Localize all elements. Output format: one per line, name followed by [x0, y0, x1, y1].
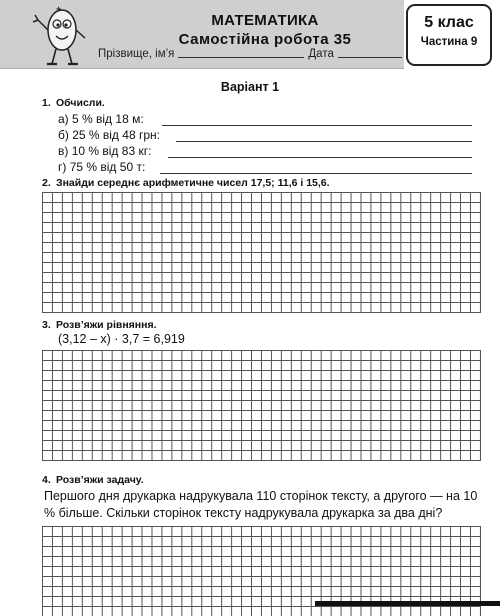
grade-label: 5 клас	[424, 14, 474, 31]
date-label: Дата	[308, 48, 334, 60]
surname-field[interactable]	[178, 57, 304, 58]
task-1-item-a: а) 5 % від 18 м:	[58, 112, 144, 126]
mascot-illustration	[30, 0, 92, 68]
task-1-item-c: в) 10 % від 83 кг:	[58, 144, 152, 158]
task-3-equation: (3,12 – x) · 3,7 = 6,919	[58, 332, 185, 346]
part-label: Частина 9	[420, 36, 478, 48]
date-field[interactable]	[338, 57, 402, 58]
task-3-text: Розв’яжи рівняння.	[56, 319, 157, 331]
task-1-answer-line-a[interactable]	[162, 125, 472, 126]
subject-title: МАТЕМАТИКА	[211, 12, 319, 29]
surname-label: Прізвище, ім’я	[98, 48, 175, 60]
task-1-title	[42, 97, 105, 109]
task-1-text: Обчисли.	[56, 97, 105, 109]
task-2-text: Знайди середнє арифметичне чисел 17,5; 11,6 і 15,6.	[56, 177, 330, 189]
task-2-number: 2.	[42, 177, 51, 189]
task-4-number: 4.	[42, 474, 51, 486]
task-2-answer-grid[interactable]	[42, 192, 481, 313]
task-4-problem-text: Першого дня друкарка надрукувала 110 сторінок тексту, а другого — на 10 % більше. Скільки сторінок тексту надрукувала друкарка за два дні?	[44, 489, 478, 520]
task-1-item-d: г) 75 % від 50 т:	[58, 160, 146, 174]
task-1-number: 1.	[42, 97, 51, 109]
grade-box	[406, 4, 492, 66]
task-1-answer-line-b[interactable]	[176, 141, 472, 142]
task-3-number: 3.	[42, 319, 51, 331]
svg-text:+: +	[56, 4, 62, 14]
work-title: Самостійна робота 35	[178, 31, 352, 48]
task-3-title	[42, 319, 157, 331]
task-3-answer-grid[interactable]	[42, 350, 481, 461]
task-1-answer-line-c[interactable]	[168, 157, 472, 158]
name-date-line	[98, 48, 402, 60]
task-1-item-b: б) 25 % від 48 грн:	[58, 128, 160, 142]
task-4-title	[42, 474, 144, 486]
variant-title: Варіант 1	[220, 80, 280, 94]
task-2-title	[42, 177, 330, 189]
task-1-answer-line-d[interactable]	[160, 173, 472, 174]
page-edge-bar	[315, 601, 500, 606]
task-4-text: Розв’яжи задачу.	[56, 474, 144, 486]
